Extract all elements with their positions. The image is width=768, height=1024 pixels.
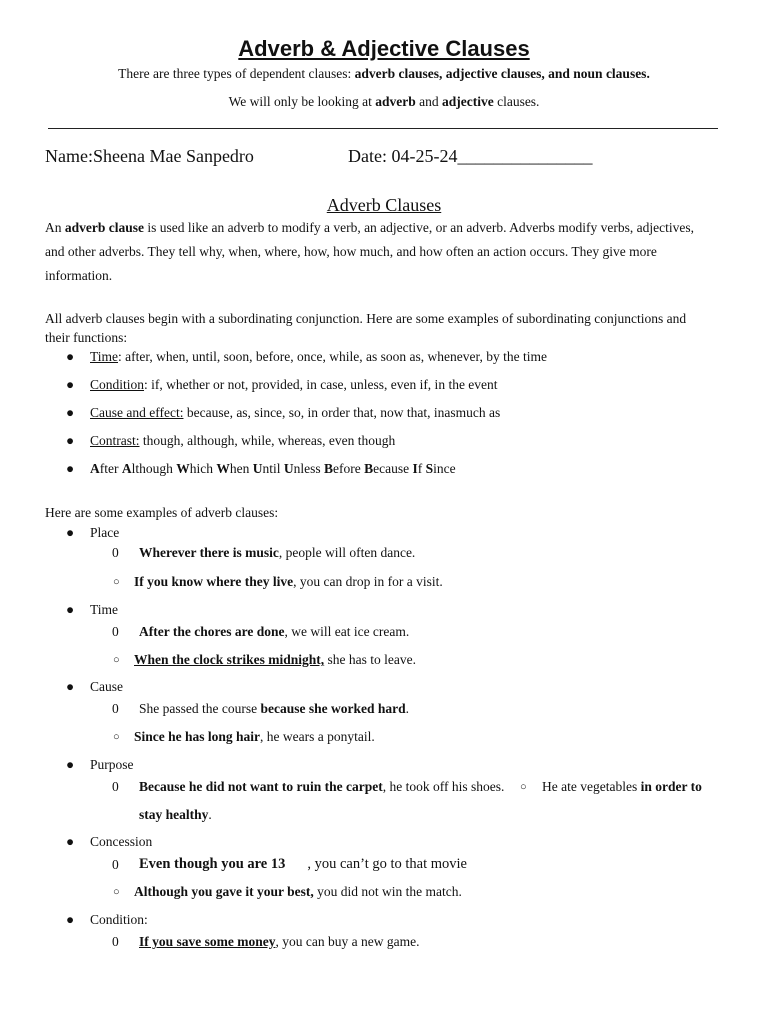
sub-marker-zero: 0: [112, 701, 119, 716]
bullet-icon: ●: [66, 405, 75, 420]
mnemonic-rest: f: [417, 461, 426, 476]
definition-line-1: [45, 220, 694, 236]
category-concession: Concession: [90, 834, 153, 849]
section-heading: Adverb Clauses: [326, 195, 442, 215]
examples-intro: Here are some examples of adverb clauses:: [45, 505, 279, 520]
clause: After the chores are done: [139, 624, 285, 639]
focus-adjective: adjective: [441, 94, 494, 109]
function-label: Cause and effect:: [90, 405, 184, 420]
sub-marker-zero: 0: [112, 624, 119, 639]
intro-text: There are three types of dependent clauses:: [118, 66, 355, 81]
mnemonic-initial: S: [425, 461, 434, 476]
conjunctions-intro-1: All adverb clauses begin with a subordinating conjunction. Here are some examples of subordinating conjunctions and: [45, 311, 687, 326]
example-place-1: [139, 545, 415, 561]
bullet-icon: ●: [66, 912, 75, 927]
bullet-icon: ●: [66, 834, 75, 849]
clause: Even though you are 13: [139, 856, 286, 872]
function-text: : if, whether or not, provided, in case, unless, even if, in the event: [144, 377, 498, 392]
mnemonic-initial: A: [121, 461, 132, 476]
intro-clause-types: adverb clauses, adjective clauses, and noun clauses.: [354, 66, 650, 81]
circle-bullet-icon: ○: [520, 781, 527, 793]
bullet-icon: ●: [66, 525, 75, 540]
clause-rest: , you can drop in for a visit.: [293, 574, 443, 589]
clause: Because he did not want to ruin the carpet: [139, 779, 383, 794]
clause-lead: He ate vegetables: [542, 779, 641, 794]
clause-rest: , people will often dance.: [278, 545, 416, 560]
clause-rest: .: [208, 807, 212, 822]
circle-bullet-icon: ○: [113, 731, 120, 743]
mnemonic-rest: ecause: [373, 461, 413, 476]
mnemonic-rest: ince: [433, 461, 456, 476]
definition-line-2: and other adverbs. They tell why, when, where, how, how much, and how often an action occurs. They give more: [45, 244, 657, 259]
conjunction-mnemonic: [90, 461, 456, 477]
example-purpose-1: [139, 779, 504, 795]
clause-lead: She passed the course: [139, 701, 261, 716]
definition-line-3: information.: [45, 268, 113, 283]
header-divider: [48, 128, 718, 129]
category-condition: Condition:: [90, 912, 148, 927]
clause-rest: , he wears a ponytail.: [260, 729, 375, 744]
example-concession-2: [134, 884, 462, 900]
function-label: Condition: [90, 377, 145, 392]
clause-rest: , we will eat ice cream.: [284, 624, 410, 639]
clause: Wherever there is music: [139, 545, 279, 560]
function-text: because, as, since, so, in order that, now that, inasmuch as: [183, 405, 501, 420]
circle-bullet-icon: ○: [113, 576, 120, 588]
example-condition-1: [139, 934, 419, 950]
focus-text-a: We will only be looking at: [228, 94, 376, 109]
function-cause-effect: [90, 405, 500, 421]
page-title: Adverb & Adjective Clauses: [238, 36, 530, 61]
function-text: : after, when, until, soon, before, once, while, as soon as, whenever, by the time: [118, 349, 547, 364]
mnemonic-initial: B: [324, 461, 334, 476]
mnemonic-initial: W: [216, 461, 230, 476]
clause-rest: .: [405, 701, 409, 716]
example-purpose-2-cont: [139, 807, 212, 823]
example-place-2: [134, 574, 443, 590]
mnemonic-rest: nless: [293, 461, 325, 476]
mnemonic-rest: hich: [189, 461, 217, 476]
mnemonic-rest: fter: [99, 461, 122, 476]
function-time: [90, 349, 547, 365]
function-label: Time: [90, 349, 119, 364]
focus-text-c: and: [415, 94, 442, 109]
clause-rest: , you can’t go to that movie: [307, 856, 467, 872]
example-cause-1: [139, 701, 409, 717]
conjunctions-intro-2: their functions:: [45, 330, 128, 345]
bullet-icon: ●: [66, 433, 75, 448]
def-text-c: is used like an adverb to modify a verb, an adjective, or an adverb. Adverbs modify verbs, adjectives,: [144, 220, 694, 235]
def-text-a: An: [45, 220, 65, 235]
student-name: Name:Sheena Mae Sanpedro: [45, 146, 254, 166]
focus-text-e: clauses.: [493, 94, 540, 109]
mnemonic-initial: W: [176, 461, 190, 476]
bullet-icon: ●: [66, 679, 75, 694]
example-concession-1: [139, 856, 467, 873]
clause: If you save some money: [139, 934, 276, 949]
clause: in order to: [640, 779, 702, 794]
clause: Although you gave it your best,: [134, 884, 314, 899]
example-purpose-2: [542, 779, 702, 795]
bullet-icon: ●: [66, 377, 75, 392]
mnemonic-rest: efore: [333, 461, 365, 476]
bullet-icon: ●: [66, 461, 75, 476]
example-time-1: [139, 624, 409, 640]
clause: When the clock strikes midnight,: [134, 652, 325, 667]
category-purpose: Purpose: [90, 757, 134, 772]
function-text: though, although, while, whereas, even though: [139, 433, 396, 448]
function-condition: [90, 377, 498, 393]
mnemonic-initial: B: [364, 461, 374, 476]
mnemonic-rest: ntil: [262, 461, 284, 476]
sub-marker-zero: 0: [112, 857, 119, 872]
example-time-2: [134, 652, 416, 668]
mnemonic-initial: U: [252, 461, 263, 476]
circle-bullet-icon: ○: [113, 654, 120, 666]
clause-rest: you did not win the match.: [313, 884, 462, 899]
mnemonic-initial: A: [90, 461, 100, 476]
mnemonic-initial: I: [412, 461, 418, 476]
sub-marker-zero: 0: [112, 934, 119, 949]
clause-rest: , you can buy a new game.: [275, 934, 420, 949]
circle-bullet-icon: ○: [113, 886, 120, 898]
clause: If you know where they live: [134, 574, 294, 589]
category-cause: Cause: [90, 679, 123, 694]
function-label: Contrast:: [90, 433, 140, 448]
category-place: Place: [90, 525, 120, 540]
clause: stay healthy: [139, 807, 209, 822]
bullet-icon: ●: [66, 349, 75, 364]
intro-line: [0, 66, 768, 82]
clause-rest: , he took off his shoes.: [382, 779, 505, 794]
example-cause-2: [134, 729, 375, 745]
focus-line: [0, 94, 768, 110]
bullet-icon: ●: [66, 757, 75, 772]
worksheet-date: Date: 04-25-24_______________: [348, 146, 593, 166]
mnemonic-initial: U: [283, 461, 294, 476]
clause: because she worked hard: [260, 701, 406, 716]
sub-marker-zero: 0: [112, 545, 119, 560]
function-contrast: [90, 433, 395, 449]
bullet-icon: ●: [66, 602, 75, 617]
clause: Since he has long hair: [134, 729, 261, 744]
mnemonic-rest: lthough: [131, 461, 177, 476]
focus-adverb: adverb: [375, 94, 416, 109]
category-time: Time: [90, 602, 119, 617]
def-term: adverb clause: [64, 220, 144, 235]
mnemonic-rest: hen: [229, 461, 253, 476]
clause-rest: she has to leave.: [324, 652, 416, 667]
sub-marker-zero: 0: [112, 779, 119, 794]
